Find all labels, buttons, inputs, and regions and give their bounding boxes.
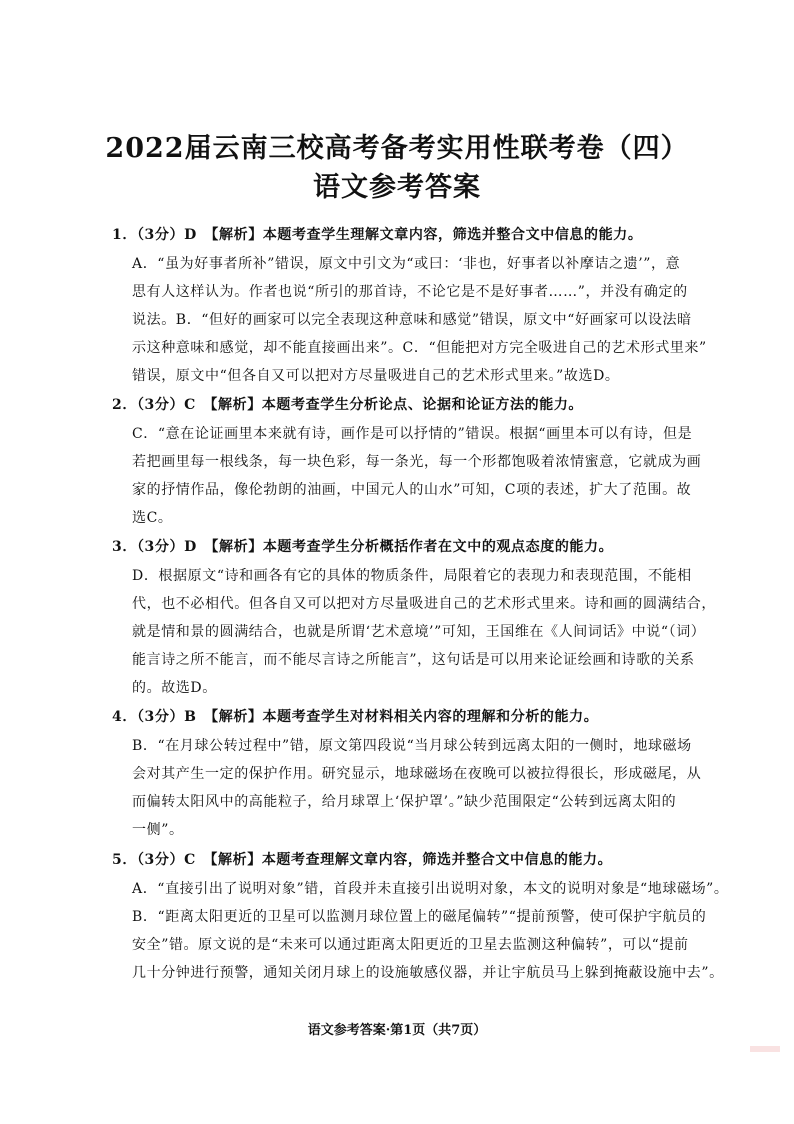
question-1-text: 示这种意味和感觉，却不能直接画出来”。C．“但能把对方完全吸进自己的艺术形式里来” [132, 340, 707, 356]
scan-artifact [750, 1046, 780, 1052]
question-5-text: B．“距离太阳更近的卫星可以监测月球位置上的磁尾偏转”“提前预警，使可保护宇航员的 [132, 909, 707, 925]
question-1-text: 说法。B．“但好的画家可以完全表现这种意味和感觉”错误，原文中“好画家可以设法暗 [132, 312, 692, 328]
question-1-text: A．“虽为好事者所补”错误，原文中引文为“或曰：‘非也，好事者以补摩诘之遗’”，意 [132, 256, 681, 272]
question-4-heading: 4．（3分）B 【解析】本题考查学生对材料相关内容的理解和分析的能力。 [112, 709, 599, 725]
question-4-text: B．“在月球公转过程中”错，原文第四段说“当月球公转到远离太阳的一侧时，地球磁场 [132, 738, 692, 754]
question-4-text: 会对其产生一定的保护作用。研究显示，地球磁场在夜晚可以被拉得很长，形成磁尾，从 [132, 766, 702, 782]
question-5-text: 安全”错。原文说的是“未来可以通过距离太阳更近的卫星去监测这种偏转”，可以“提前 [132, 937, 689, 953]
question-1-heading: 1．（3分）D 【解析】本题考查学生理解文章内容，筛选并整合文中信息的能力。 [112, 227, 643, 243]
page-title: 2022届云南三校高考备考实用性联考卷（四） [105, 133, 689, 164]
question-4-text: 一侧”。 [132, 822, 184, 838]
question-4-text: 而偏转太阳风中的高能粒子，给月球罩上‘保护罩’。”缺少范围限定“公转到远离太阳的 [132, 794, 677, 810]
question-3-text: 代，也不必相代。但各自又可以把对方尽量吸进自己的艺术形式里来。诗和画的圆满结合， [132, 596, 716, 612]
question-5-text: A．“直接引出了说明对象”错，首段并未直接引出说明对象，本文的说明对象是“地球磁场”。 [132, 881, 729, 897]
question-2-heading: 2．（3分）C 【解析】本题考查学生分析论点、论据和论证方法的能力。 [112, 397, 584, 413]
question-3-heading: 3．（3分）D 【解析】本题考查学生分析概括作者在文中的观点态度的能力。 [112, 539, 614, 555]
question-2-text: 选C。 [132, 510, 173, 526]
question-1-text: 思有人这样认为。作者也说“所引的那首诗，不论它是不是好事者……”，并没有确定的 [132, 284, 688, 300]
question-3-text: 就是情和景的圆满结合，也就是所谓‘艺术意境’”可知，王国维在《人间词话》中说“（词） [132, 624, 706, 640]
question-5-heading: 5．（3分）C 【解析】本题考查理解文章内容，筛选并整合文中信息的能力。 [112, 852, 613, 868]
page-footer: 语文参考答案·第1页（共7页） [307, 1023, 487, 1038]
question-3-text: 的。故选D。 [132, 680, 217, 696]
page-subtitle: 语文参考答案 [313, 172, 481, 203]
question-2-text: C．“意在论证画里本来就有诗，画作是可以抒情的”错误。根据“画里本可以有诗，但是 [132, 426, 693, 442]
question-1-text: 错误，原文中“但各自又可以把对方尽量吸进自己的艺术形式里来。”故选D。 [132, 368, 620, 384]
question-3-text: 能言诗之所不能言，而不能尽言诗之所能言”，这句话是可以用来论证绘画和诗歌的关系 [132, 652, 695, 668]
question-3-text: D．根据原文“诗和画各有它的具体的物质条件，局限着它的表现力和表现范围，不能相 [132, 568, 692, 584]
question-2-text: 若把画里每一根线条，每一块色彩，每一条光，每一个形都饱吸着浓情蜜意，它就成为画 [132, 454, 702, 470]
question-2-text: 家的抒情作品，像伦勃朗的油画，中国元人的山水”可知，C项的表述，扩大了范围。故 [132, 482, 692, 498]
question-5-text: 几十分钟进行预警，通知关闭月球上的设施敏感仪器，并让宇航员马上躲到掩蔽设施中去”。 [132, 965, 724, 981]
